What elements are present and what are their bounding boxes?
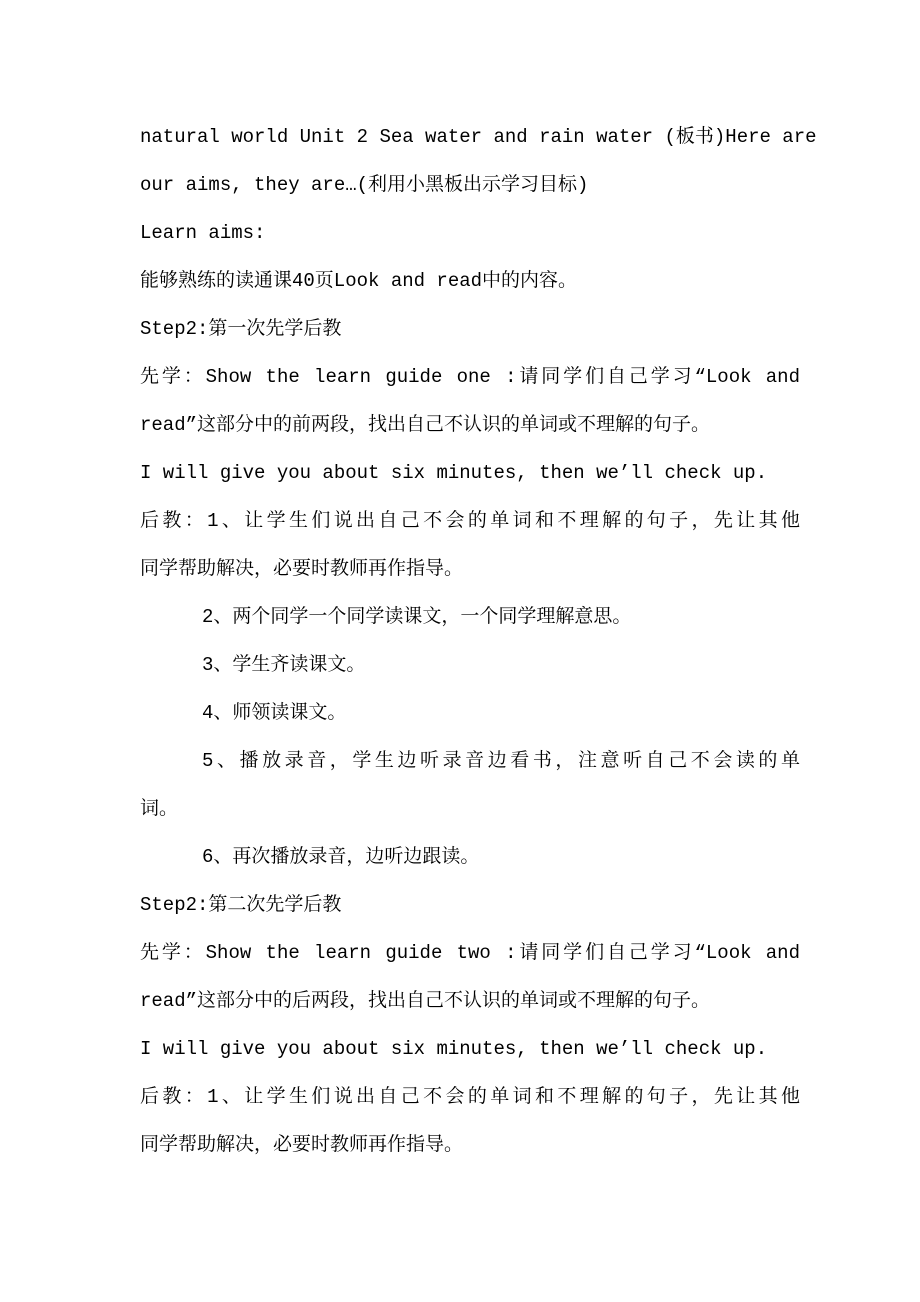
text-line: read”这部分中的前两段，找出自己不认识的单词或不理解的句子。 bbox=[140, 414, 711, 436]
list-item: 5、播放录音，学生边听录音边看书，注意听自己不会读的单 bbox=[202, 750, 800, 772]
text-line: our aims, they are…(利用小黑板出示学习目标) bbox=[140, 174, 589, 196]
list-item: 2、两个同学一个同学读课文，一个同学理解意思。 bbox=[202, 606, 632, 628]
text-line: 后教：1、让学生们说出自己不会的单词和不理解的句子，先让其他 bbox=[140, 510, 800, 532]
text-line: 能够熟练的读通课40页Look and read中的内容。 bbox=[140, 270, 578, 292]
text-line: I will give you about six minutes, then we’ll check up. bbox=[140, 462, 768, 484]
text-line: Learn aims: bbox=[140, 222, 266, 244]
list-item: 3、学生齐读课文。 bbox=[202, 654, 366, 676]
text-line: 先学：Show the learn guide one :请同学们自己学习“Look and bbox=[140, 366, 800, 388]
text-line: natural world Unit 2 Sea water and rain water (板书)Here are bbox=[140, 126, 817, 148]
list-item: 4、师领读课文。 bbox=[202, 702, 347, 724]
text-line: 先学：Show the learn guide two :请同学们自己学习“Look and bbox=[140, 942, 800, 964]
section-heading: Step2:第二次先学后教 bbox=[140, 894, 342, 916]
text-line: 词。 bbox=[140, 798, 179, 820]
text-line: I will give you about six minutes, then we’ll check up. bbox=[140, 1038, 768, 1060]
text-line: 同学帮助解决，必要时教师再作指导。 bbox=[140, 1134, 464, 1156]
section-heading: Step2:第一次先学后教 bbox=[140, 318, 342, 340]
text-line: read”这部分中的后两段，找出自己不认识的单词或不理解的句子。 bbox=[140, 990, 711, 1012]
list-item: 6、再次播放录音，边听边跟读。 bbox=[202, 846, 480, 868]
text-line: 后教：1、让学生们说出自己不会的单词和不理解的句子，先让其他 bbox=[140, 1086, 800, 1108]
text-line: 同学帮助解决，必要时教师再作指导。 bbox=[140, 558, 464, 580]
